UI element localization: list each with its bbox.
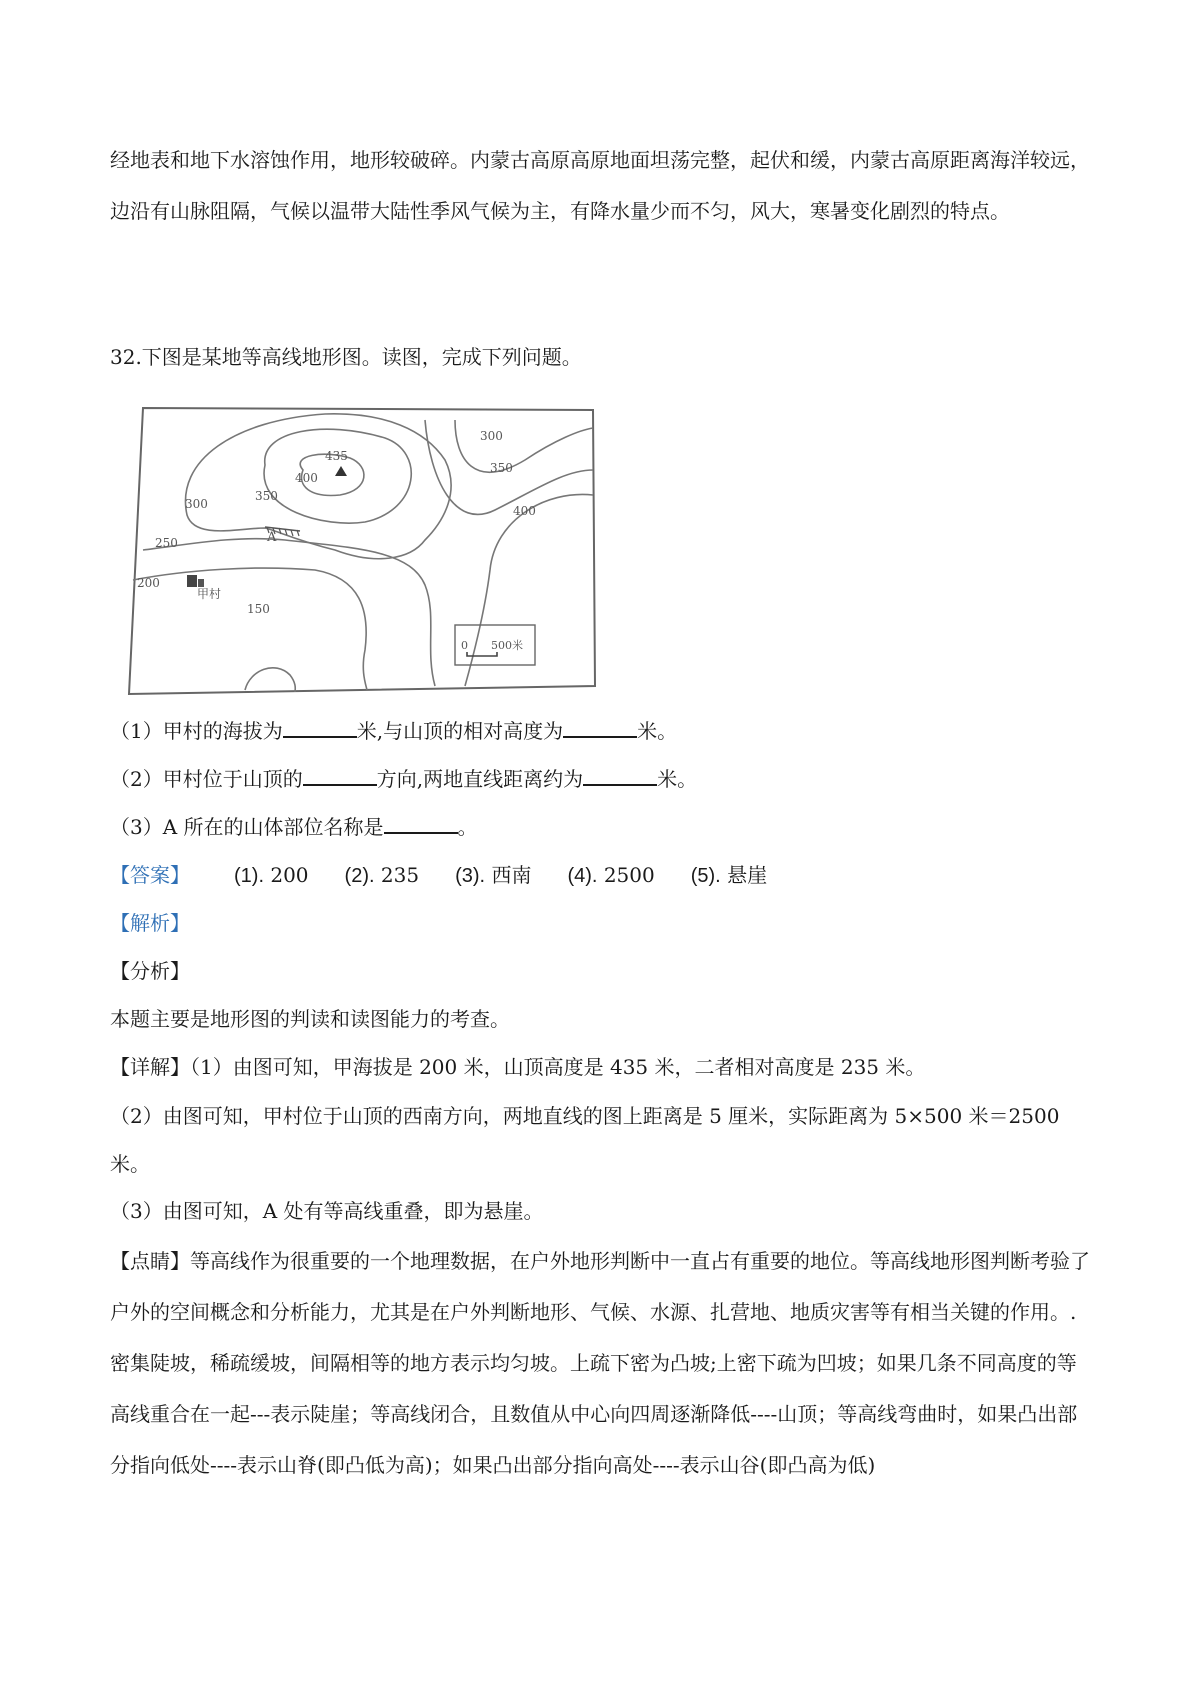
q2-blank-2[interactable]	[583, 764, 657, 786]
q1-blank-1[interactable]	[283, 716, 357, 738]
q3-prefix: （3）A 所在的山体部位名称是	[110, 815, 384, 839]
label-400-right: 400	[513, 504, 536, 518]
label-300-inner: 300	[185, 497, 208, 511]
q2-mid: 方向,两地直线距离约为	[376, 767, 584, 791]
label-200: 200	[137, 576, 160, 590]
contour-350	[264, 429, 411, 523]
scale-zero: 0	[461, 639, 468, 652]
analysis-label: 【解析】	[110, 911, 190, 935]
fenxi-text: 本题主要是地形图的判读和读图能力的考查。	[110, 1007, 510, 1031]
village-icon	[187, 575, 197, 587]
contour-150	[245, 668, 295, 692]
label-350-right: 350	[490, 461, 513, 475]
scale-label: 500米	[491, 639, 523, 652]
label-point-a: A	[267, 530, 277, 545]
q2-blank-1[interactable]	[303, 764, 377, 786]
fenxi-label: 【分析】	[110, 959, 190, 983]
answer-item-3: (3). 西南	[455, 863, 532, 887]
detail-line-3: （3）由图可知，A 处有等高线重叠，即为悬崖。	[110, 1199, 544, 1223]
label-250: 250	[155, 536, 178, 550]
question-title: 32.下图是某地等高线地形图。读图，完成下列问题。	[110, 345, 582, 369]
question-3	[110, 812, 478, 842]
q1-blank-2[interactable]	[563, 716, 637, 738]
contour-200	[133, 568, 367, 690]
contour-map	[125, 400, 625, 700]
q3-blank[interactable]	[384, 812, 458, 834]
question-2	[110, 764, 697, 794]
map-frame	[129, 408, 595, 694]
scale-bar	[467, 652, 497, 656]
answer-item-5: (5). 悬崖	[690, 863, 768, 887]
intro-paragraph: 经地表和地下水溶蚀作用，地形较破碎。内蒙古高原高原地面坦荡完整，起伏和缓，内蒙古高原距离海洋较远，边沿有山脉阻隔，气候以温带大陆性季风气候为主，有降水量少而不匀，风大，寒暑变化剧烈的特点。	[110, 148, 1090, 223]
answer-line	[110, 860, 803, 891]
detail-line-1	[110, 1052, 925, 1082]
contour-map-svg	[125, 400, 625, 700]
label-peak-435: 435	[325, 449, 348, 463]
q3-suffix: 。	[457, 815, 478, 839]
peak-triangle-icon	[335, 466, 347, 476]
answer-item-2: (2). 235	[344, 863, 420, 887]
answer-item-4: (4). 2500	[567, 863, 655, 887]
label-300-right: 300	[480, 429, 503, 443]
label-150: 150	[247, 602, 270, 616]
detail-line-2: （2）由图可知，甲村位于山顶的西南方向，两地直线的图上距离是 5 厘米，实际距离为 5×500 米＝2500 米。	[110, 1104, 1060, 1176]
q1-suffix: 米。	[637, 719, 678, 743]
q1-mid: 米,与山顶的相对高度为	[356, 719, 564, 743]
village-icon-2	[198, 579, 204, 587]
answer-label: 【答案】	[110, 863, 190, 887]
label-350-inner: 350	[255, 489, 278, 503]
q2-prefix: （2）甲村位于山顶的	[110, 767, 303, 791]
contour-right-300	[455, 420, 593, 472]
dianjing-text: 等高线作为很重要的一个地理数据，在户外地形判断中一直占有重要的地位。等高线地形图判断考验了户外的空间概念和分析能力，尤其是在户外判断地形、气候、水源、扎营地、地质灾害等有相当关键的作用。.密集陡坡，稀疏缓坡，间隔相等的地方表示均匀坡。上疏下密为凸坡;上密下疏为凹坡；如果几条不同高度的等高线重合在一起---表示陡崖；等高线闭合，且数值从中心向四周逐渐降低----山顶；等高线弯曲时，如果凸出部分指向低处----表示山脊(即凸低为高)；如果凸出部分指向高处----表示山谷(即凸高为低)	[110, 1249, 1090, 1477]
answer-item-1: (1). 200	[234, 863, 309, 887]
detail-label: 【详解】	[110, 1055, 190, 1079]
label-village: 甲村	[197, 587, 222, 601]
contour-300	[185, 414, 451, 559]
contour-250	[143, 539, 435, 686]
dianjing-label: 【点睛】	[110, 1249, 190, 1273]
label-400-inner: 400	[295, 471, 318, 485]
question-1	[110, 716, 677, 746]
q1-prefix: （1）甲村的海拔为	[110, 719, 283, 743]
detail-text-1: （1）由图可知，甲海拔是 200 米，山顶高度是 435 米，二者相对高度是 235 米。	[190, 1055, 926, 1079]
dianjing-paragraph	[110, 1236, 1095, 1491]
q2-suffix: 米。	[657, 767, 698, 791]
contour-right-400	[465, 494, 593, 686]
